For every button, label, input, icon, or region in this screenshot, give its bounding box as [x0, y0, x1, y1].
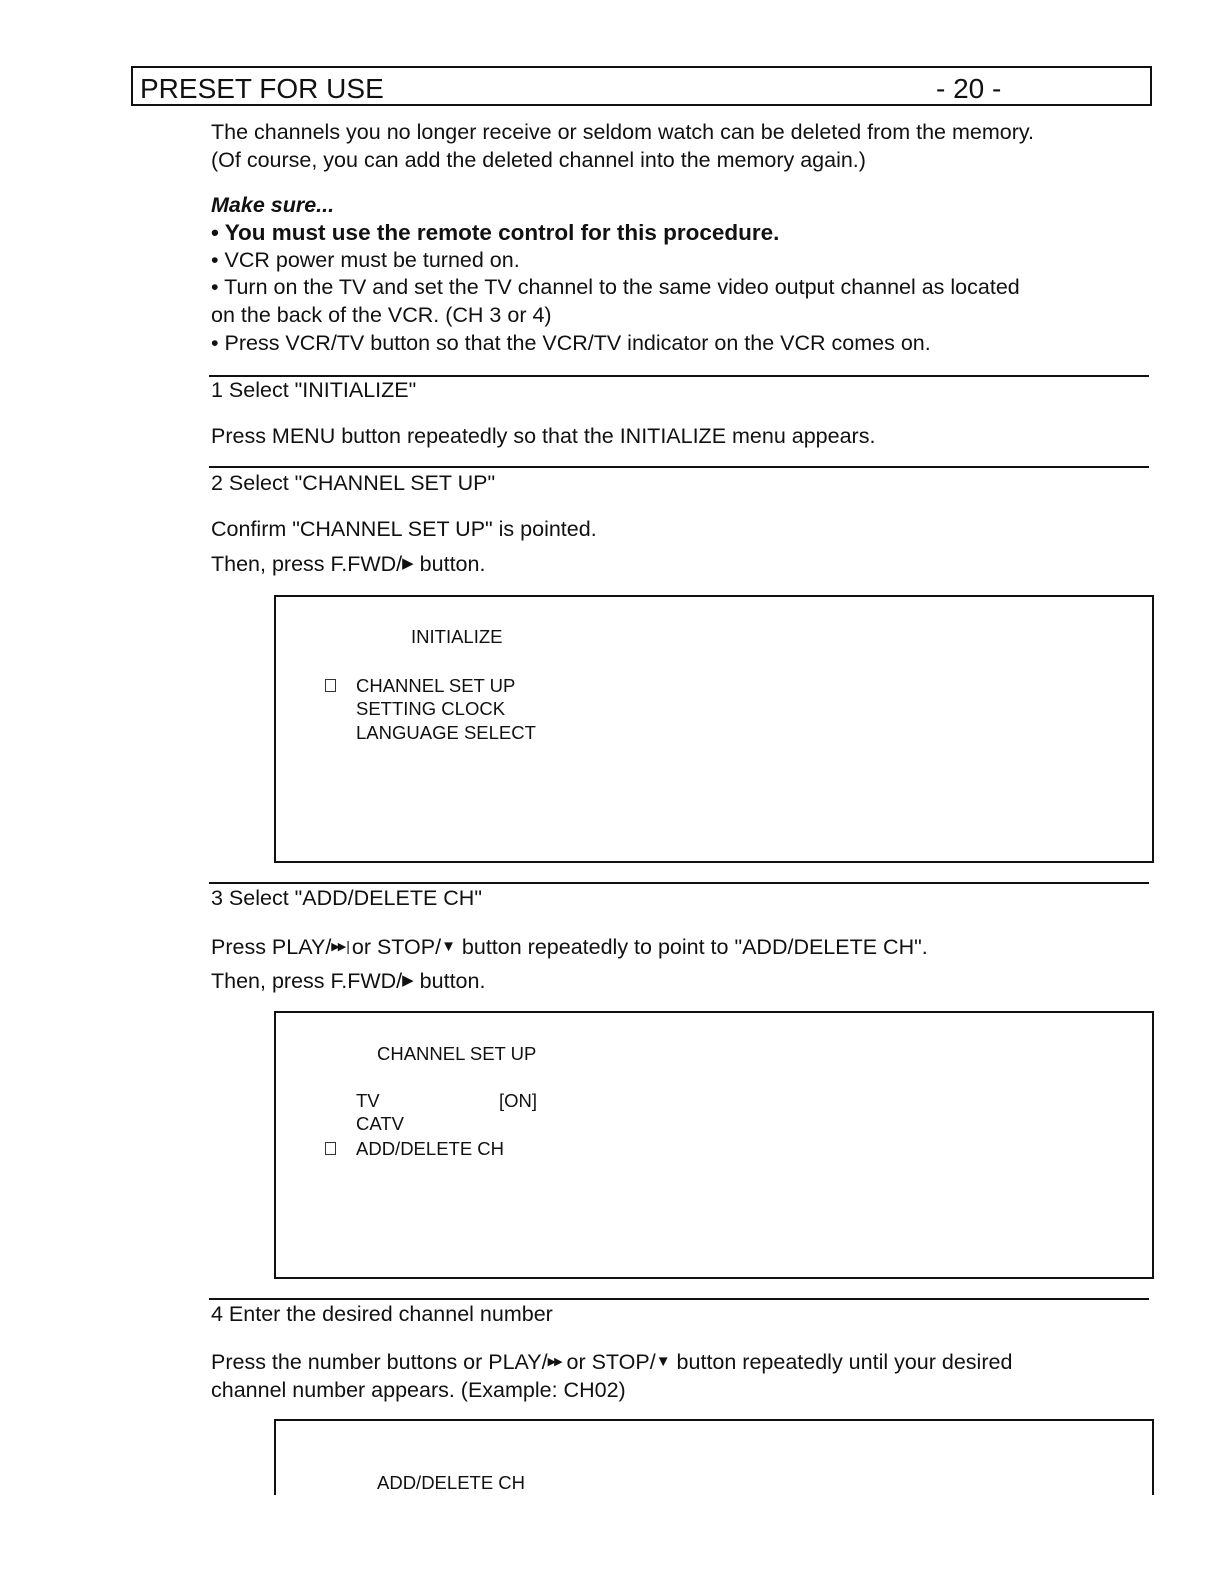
menu-cursor-icon — [325, 679, 336, 692]
stop-down-icon: ▼ — [441, 938, 456, 955]
screen-title: CHANNEL SET UP — [377, 1043, 537, 1064]
make-sure-bullet-remote: • You must use the remote control for this procedure. — [211, 220, 780, 245]
step-2-line-2-text-b: button. — [413, 552, 486, 576]
intro-line-2: (Of course, you can add the deleted channel into the memory again.) — [211, 148, 866, 172]
menu-item-setting-clock: SETTING CLOCK — [356, 698, 506, 719]
step-2-title: 2 Select "CHANNEL SET UP" — [211, 471, 496, 495]
menu-item-language-select: LANGUAGE SELECT — [356, 722, 536, 743]
make-sure-bullet-tv-line-2: on the back of the VCR. (CH 3 or 4) — [211, 303, 552, 327]
step-3-title: 3 Select "ADD/DELETE CH" — [211, 886, 482, 910]
step-3-divider — [209, 882, 1149, 884]
step-3-line-1-text-b: or STOP/ — [351, 935, 442, 959]
step-4-line-1-text-b: or STOP/ — [560, 1350, 656, 1374]
step-4-line-1 — [211, 1348, 1012, 1376]
screen-title: ADD/DELETE CH — [377, 1472, 526, 1493]
step-2-divider — [209, 466, 1149, 468]
section-title: PRESET FOR USE — [140, 73, 384, 104]
menu-item-catv: CATV — [356, 1113, 404, 1134]
step-3-line-2 — [211, 967, 485, 995]
menu-cursor-icon — [325, 1142, 336, 1155]
step-4-line-2: channel number appears. (Example: CH02) — [211, 1378, 626, 1402]
step-3-line-1-text-a: Press PLAY/ — [211, 935, 332, 959]
menu-item-add-delete-ch: ADD/DELETE CH — [356, 1138, 505, 1159]
step-3-line-2-text-a: Then, press F.FWD/ — [211, 969, 403, 993]
make-sure-heading: Make sure... — [211, 193, 335, 217]
make-sure-bullet-tv-line-1: • Turn on the TV and set the TV channel to the same video output channel as located — [211, 275, 1020, 299]
play-up-icon: ▶▶ — [331, 941, 345, 953]
menu-item-channel-set-up: CHANNEL SET UP — [356, 675, 516, 696]
make-sure-bullet-power: • VCR power must be turned on. — [211, 248, 520, 272]
menu-item-tv-value: [ON] — [499, 1090, 538, 1111]
step-4-divider — [209, 1298, 1149, 1300]
step-2-line-2-text-a: Then, press F.FWD/ — [211, 552, 403, 576]
step-3-line-1: Press PLAY/▶▶ |or STOP/▼ button repeatedly to point to "ADD/DELETE CH". — [211, 935, 928, 959]
ffwd-right-icon: ▶ — [402, 555, 414, 572]
make-sure-bullet-vcrtv: • Press VCR/TV button so that the VCR/TV indicator on the VCR comes on. — [211, 331, 931, 355]
step-2-line-2 — [211, 550, 485, 578]
step-3-line-2-text-b: button. — [413, 969, 486, 993]
page-header — [131, 66, 1152, 106]
step-4-line-1-text-c: button repeatedly until your desired — [670, 1350, 1013, 1374]
tv-screen-initialize — [274, 595, 1154, 863]
step-2-line-1: Confirm "CHANNEL SET UP" is pointed. — [211, 517, 597, 541]
screen-title: INITIALIZE — [411, 626, 503, 647]
step-1-text: Press MENU button repeatedly so that the INITIALIZE menu appears. — [211, 424, 876, 448]
tv-screen-add-delete-ch — [274, 1419, 1154, 1495]
ffwd-right-icon: ▶ — [402, 972, 414, 989]
step-1-divider — [209, 375, 1149, 377]
step-4-title: 4 Enter the desired channel number — [211, 1302, 553, 1326]
step-3-line-1-text-c: button repeatedly to point to "ADD/DELETE CH". — [455, 935, 928, 959]
menu-item-tv: TV — [356, 1090, 380, 1111]
intro-line-1: The channels you no longer receive or seldom watch can be deleted from the memory. — [211, 120, 1035, 144]
page-number: - 20 - — [936, 73, 1002, 104]
tv-screen-channel-set-up — [274, 1011, 1154, 1279]
play-up-icon: ▶▶ — [547, 1356, 561, 1368]
stop-down-icon: ▼ — [655, 1353, 671, 1370]
step-4-line-1-text-a: Press the number buttons or PLAY/ — [211, 1350, 548, 1374]
step-1-title: 1 Select "INITIALIZE" — [211, 378, 417, 402]
